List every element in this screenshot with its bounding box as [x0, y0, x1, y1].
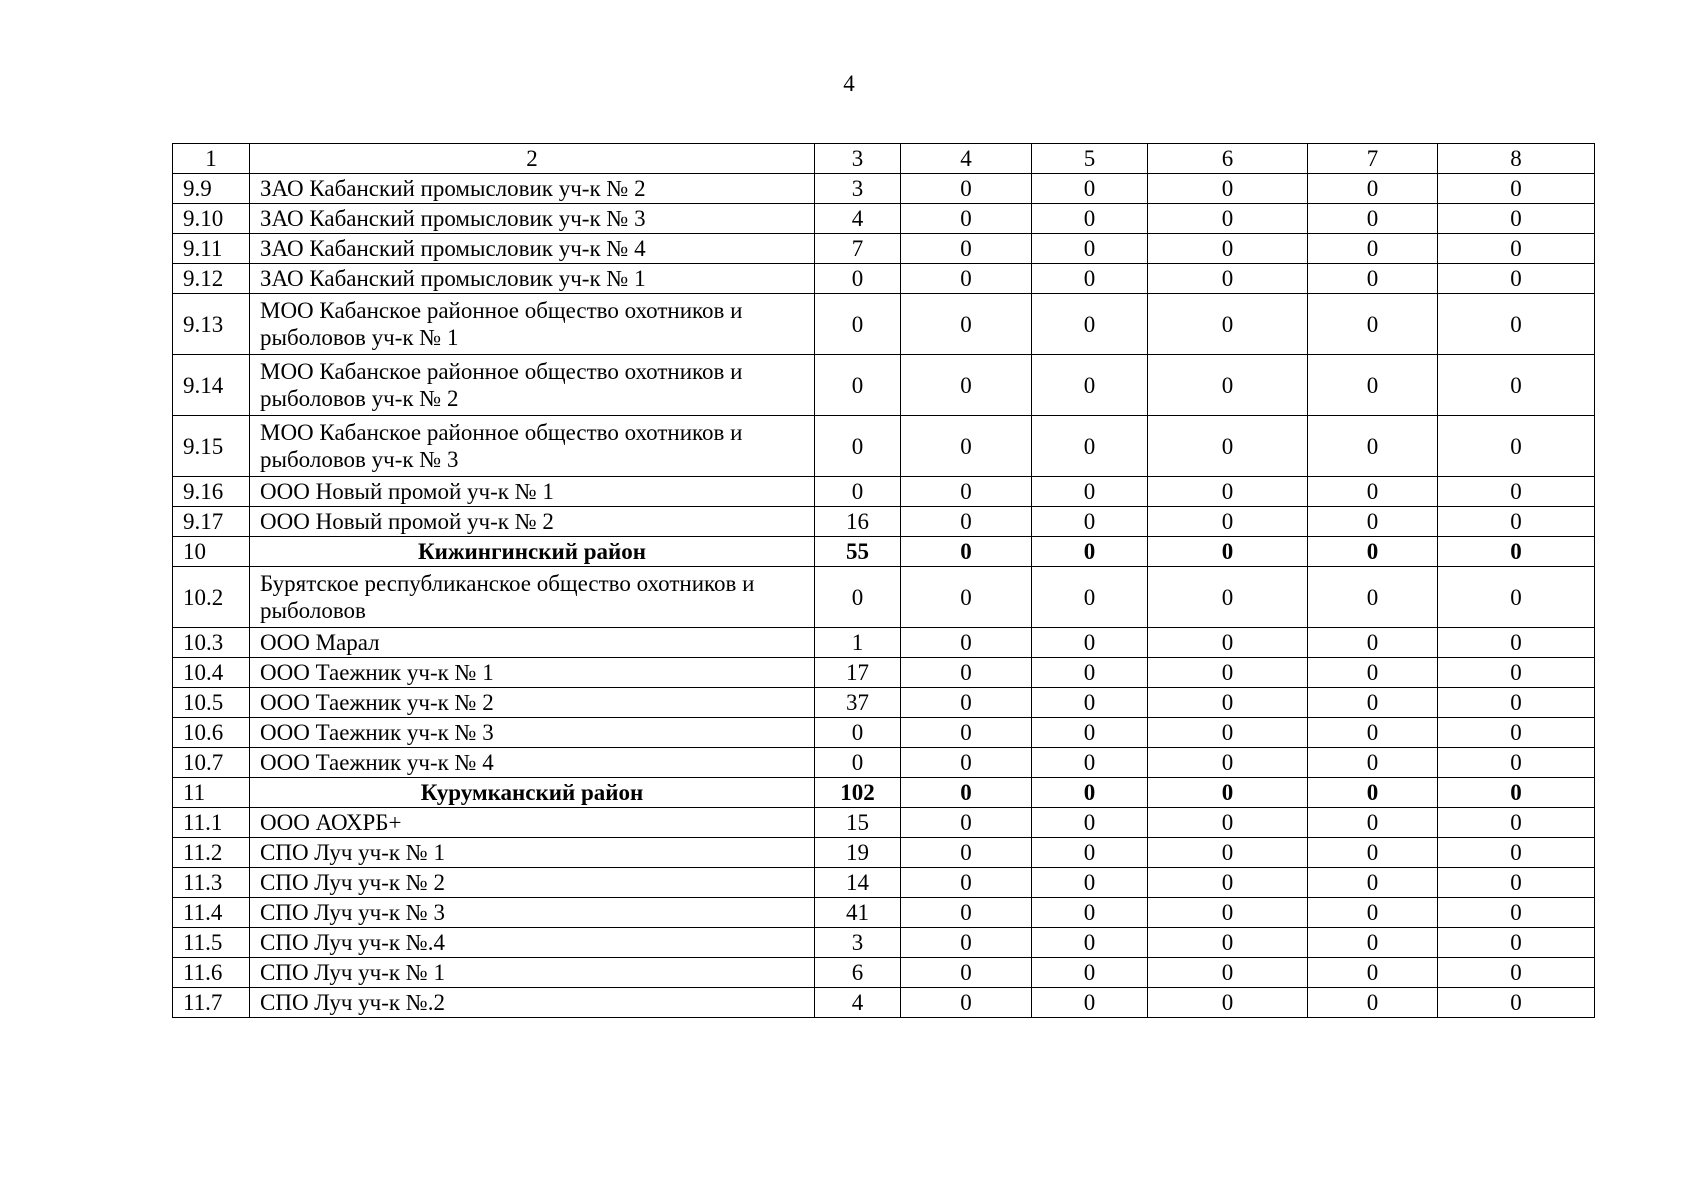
value-cell-col-4: 0 — [901, 264, 1032, 294]
row-number-cell: 9.11 — [173, 234, 250, 264]
table-row — [173, 748, 1595, 778]
value-cell-col-8: 0 — [1438, 537, 1595, 567]
value-cell-col-8: 0 — [1438, 748, 1595, 778]
table-row — [173, 174, 1595, 204]
value-cell-col-3: 1 — [815, 628, 901, 658]
value-cell-col-4: 0 — [901, 507, 1032, 537]
row-number-cell: 10.4 — [173, 658, 250, 688]
value-cell-col-8: 0 — [1438, 868, 1595, 898]
organization-name-cell: ЗАО Кабанский промысловик уч-к № 3 — [250, 204, 815, 234]
value-cell-col-3: 4 — [815, 988, 901, 1018]
value-cell-col-8: 0 — [1438, 988, 1595, 1018]
value-cell-col-6: 0 — [1148, 988, 1308, 1018]
value-cell-col-5: 0 — [1032, 264, 1148, 294]
value-cell-col-3: 37 — [815, 688, 901, 718]
value-cell-col-4: 0 — [901, 658, 1032, 688]
value-cell-col-5: 0 — [1032, 868, 1148, 898]
value-cell-col-3: 0 — [815, 567, 901, 628]
value-cell-col-5: 0 — [1032, 204, 1148, 234]
value-cell-col-4: 0 — [901, 868, 1032, 898]
value-cell-col-6: 0 — [1148, 928, 1308, 958]
value-cell-col-8: 0 — [1438, 778, 1595, 808]
value-cell-col-7: 0 — [1308, 416, 1438, 477]
value-cell-col-3: 15 — [815, 808, 901, 838]
value-cell-col-6: 0 — [1148, 778, 1308, 808]
value-cell-col-8: 0 — [1438, 838, 1595, 868]
organization-name-cell: ЗАО Кабанский промысловик уч-к № 2 — [250, 174, 815, 204]
value-cell-col-7: 0 — [1308, 234, 1438, 264]
row-number-cell: 11 — [173, 778, 250, 808]
value-cell-col-4: 0 — [901, 688, 1032, 718]
header-cell-7: 7 — [1308, 144, 1438, 174]
header-cell-4: 4 — [901, 144, 1032, 174]
value-cell-col-6: 0 — [1148, 688, 1308, 718]
table-row — [173, 567, 1595, 628]
value-cell-col-5: 0 — [1032, 838, 1148, 868]
value-cell-col-7: 0 — [1308, 537, 1438, 567]
table-row — [173, 718, 1595, 748]
value-cell-col-3: 0 — [815, 294, 901, 355]
row-number-cell: 9.16 — [173, 477, 250, 507]
row-number-cell: 11.4 — [173, 898, 250, 928]
organization-name-cell: ЗАО Кабанский промысловик уч-к № 1 — [250, 264, 815, 294]
organization-name-cell: СПО Луч уч-к № 1 — [250, 838, 815, 868]
value-cell-col-5: 0 — [1032, 958, 1148, 988]
value-cell-col-7: 0 — [1308, 838, 1438, 868]
district-name-cell: Кижингинский район — [250, 537, 815, 567]
row-number-cell: 9.12 — [173, 264, 250, 294]
value-cell-col-4: 0 — [901, 808, 1032, 838]
value-cell-col-3: 7 — [815, 234, 901, 264]
value-cell-col-8: 0 — [1438, 718, 1595, 748]
value-cell-col-3: 41 — [815, 898, 901, 928]
value-cell-col-7: 0 — [1308, 958, 1438, 988]
value-cell-col-6: 0 — [1148, 838, 1308, 868]
organization-name-cell: ООО Таежник уч-к № 2 — [250, 688, 815, 718]
value-cell-col-8: 0 — [1438, 477, 1595, 507]
value-cell-col-3: 3 — [815, 928, 901, 958]
value-cell-col-7: 0 — [1308, 507, 1438, 537]
organization-name-cell: МОО Кабанское районное общество охотников и рыболовов уч-к № 2 — [250, 355, 815, 416]
value-cell-col-3: 0 — [815, 718, 901, 748]
table-row — [173, 416, 1595, 477]
value-cell-col-6: 0 — [1148, 658, 1308, 688]
organization-name-cell: ООО Таежник уч-к № 3 — [250, 718, 815, 748]
value-cell-col-5: 0 — [1032, 416, 1148, 477]
value-cell-col-4: 0 — [901, 477, 1032, 507]
value-cell-col-8: 0 — [1438, 174, 1595, 204]
organization-name-cell: СПО Луч уч-к № 1 — [250, 958, 815, 988]
row-number-cell: 9.13 — [173, 294, 250, 355]
value-cell-col-3: 0 — [815, 477, 901, 507]
row-number-cell: 10.7 — [173, 748, 250, 778]
organization-name-cell: Бурятское республиканское общество охотников и рыболовов — [250, 567, 815, 628]
table-header-row — [173, 144, 1595, 174]
value-cell-col-6: 0 — [1148, 628, 1308, 658]
value-cell-col-6: 0 — [1148, 294, 1308, 355]
header-cell-2: 2 — [250, 144, 815, 174]
district-row — [173, 537, 1595, 567]
table-row — [173, 264, 1595, 294]
value-cell-col-5: 0 — [1032, 507, 1148, 537]
value-cell-col-8: 0 — [1438, 628, 1595, 658]
organization-name-cell: СПО Луч уч-к № 3 — [250, 898, 815, 928]
value-cell-col-7: 0 — [1308, 748, 1438, 778]
organization-name-cell: МОО Кабанское районное общество охотников и рыболовов уч-к № 1 — [250, 294, 815, 355]
district-name-cell: Курумканский район — [250, 778, 815, 808]
value-cell-col-7: 0 — [1308, 808, 1438, 838]
row-number-cell: 11.2 — [173, 838, 250, 868]
value-cell-col-6: 0 — [1148, 264, 1308, 294]
table-row — [173, 898, 1595, 928]
value-cell-col-6: 0 — [1148, 234, 1308, 264]
value-cell-col-4: 0 — [901, 898, 1032, 928]
value-cell-col-4: 0 — [901, 174, 1032, 204]
value-cell-col-4: 0 — [901, 204, 1032, 234]
value-cell-col-7: 0 — [1308, 355, 1438, 416]
row-number-cell: 11.1 — [173, 808, 250, 838]
header-cell-5: 5 — [1032, 144, 1148, 174]
value-cell-col-4: 0 — [901, 628, 1032, 658]
row-number-cell: 9.9 — [173, 174, 250, 204]
value-cell-col-3: 14 — [815, 868, 901, 898]
row-number-cell: 9.14 — [173, 355, 250, 416]
row-number-cell: 10.6 — [173, 718, 250, 748]
data-table — [172, 143, 1595, 1018]
value-cell-col-6: 0 — [1148, 507, 1308, 537]
value-cell-col-6: 0 — [1148, 868, 1308, 898]
value-cell-col-7: 0 — [1308, 778, 1438, 808]
value-cell-col-7: 0 — [1308, 204, 1438, 234]
row-number-cell: 10 — [173, 537, 250, 567]
value-cell-col-5: 0 — [1032, 537, 1148, 567]
value-cell-col-4: 0 — [901, 958, 1032, 988]
table-row — [173, 234, 1595, 264]
organization-name-cell: ООО Марал — [250, 628, 815, 658]
header-cell-6: 6 — [1148, 144, 1308, 174]
table-row — [173, 988, 1595, 1018]
value-cell-col-5: 0 — [1032, 628, 1148, 658]
value-cell-col-6: 0 — [1148, 718, 1308, 748]
value-cell-col-4: 0 — [901, 416, 1032, 477]
value-cell-col-3: 4 — [815, 204, 901, 234]
value-cell-col-7: 0 — [1308, 688, 1438, 718]
row-number-cell: 11.5 — [173, 928, 250, 958]
value-cell-col-7: 0 — [1308, 628, 1438, 658]
value-cell-col-5: 0 — [1032, 808, 1148, 838]
value-cell-col-7: 0 — [1308, 658, 1438, 688]
value-cell-col-8: 0 — [1438, 507, 1595, 537]
organization-name-cell: СПО Луч уч-к №.2 — [250, 988, 815, 1018]
value-cell-col-7: 0 — [1308, 868, 1438, 898]
table-row — [173, 628, 1595, 658]
value-cell-col-5: 0 — [1032, 234, 1148, 264]
table-row — [173, 477, 1595, 507]
value-cell-col-6: 0 — [1148, 567, 1308, 628]
value-cell-col-6: 0 — [1148, 898, 1308, 928]
value-cell-col-3: 6 — [815, 958, 901, 988]
value-cell-col-7: 0 — [1308, 898, 1438, 928]
organization-name-cell: ООО Новый промой уч-к № 2 — [250, 507, 815, 537]
row-number-cell: 9.17 — [173, 507, 250, 537]
value-cell-col-5: 0 — [1032, 988, 1148, 1018]
value-cell-col-8: 0 — [1438, 808, 1595, 838]
table-row — [173, 294, 1595, 355]
row-number-cell: 11.6 — [173, 958, 250, 988]
value-cell-col-3: 0 — [815, 264, 901, 294]
value-cell-col-5: 0 — [1032, 658, 1148, 688]
value-cell-col-8: 0 — [1438, 928, 1595, 958]
header-cell-3: 3 — [815, 144, 901, 174]
value-cell-col-4: 0 — [901, 234, 1032, 264]
value-cell-col-5: 0 — [1032, 688, 1148, 718]
value-cell-col-4: 0 — [901, 928, 1032, 958]
organization-name-cell: ООО Новый промой уч-к № 1 — [250, 477, 815, 507]
value-cell-col-4: 0 — [901, 748, 1032, 778]
table-body — [173, 144, 1595, 1018]
row-number-cell: 9.10 — [173, 204, 250, 234]
organization-name-cell: МОО Кабанское районное общество охотников и рыболовов уч-к № 3 — [250, 416, 815, 477]
table-row — [173, 868, 1595, 898]
value-cell-col-3: 19 — [815, 838, 901, 868]
value-cell-col-5: 0 — [1032, 174, 1148, 204]
value-cell-col-8: 0 — [1438, 204, 1595, 234]
value-cell-col-6: 0 — [1148, 416, 1308, 477]
value-cell-col-7: 0 — [1308, 264, 1438, 294]
row-number-cell: 11.7 — [173, 988, 250, 1018]
table-row — [173, 355, 1595, 416]
value-cell-col-5: 0 — [1032, 718, 1148, 748]
table-row — [173, 958, 1595, 988]
value-cell-col-8: 0 — [1438, 688, 1595, 718]
value-cell-col-6: 0 — [1148, 204, 1308, 234]
table-row — [173, 658, 1595, 688]
value-cell-col-4: 0 — [901, 778, 1032, 808]
value-cell-col-5: 0 — [1032, 567, 1148, 628]
value-cell-col-3: 17 — [815, 658, 901, 688]
value-cell-col-4: 0 — [901, 537, 1032, 567]
value-cell-col-3: 0 — [815, 355, 901, 416]
header-cell-1: 1 — [173, 144, 250, 174]
value-cell-col-6: 0 — [1148, 477, 1308, 507]
value-cell-col-8: 0 — [1438, 658, 1595, 688]
value-cell-col-7: 0 — [1308, 988, 1438, 1018]
table-row — [173, 838, 1595, 868]
value-cell-col-4: 0 — [901, 988, 1032, 1018]
value-cell-col-5: 0 — [1032, 928, 1148, 958]
organization-name-cell: СПО Луч уч-к № 2 — [250, 868, 815, 898]
value-cell-col-4: 0 — [901, 567, 1032, 628]
value-cell-col-7: 0 — [1308, 477, 1438, 507]
value-cell-col-5: 0 — [1032, 778, 1148, 808]
value-cell-col-7: 0 — [1308, 718, 1438, 748]
value-cell-col-4: 0 — [901, 718, 1032, 748]
value-cell-col-3: 3 — [815, 174, 901, 204]
value-cell-col-3: 0 — [815, 748, 901, 778]
value-cell-col-5: 0 — [1032, 898, 1148, 928]
value-cell-col-3: 16 — [815, 507, 901, 537]
value-cell-col-4: 0 — [901, 294, 1032, 355]
organization-name-cell: ООО АОХРБ+ — [250, 808, 815, 838]
value-cell-col-3: 0 — [815, 416, 901, 477]
value-cell-col-5: 0 — [1032, 477, 1148, 507]
organization-name-cell: СПО Луч уч-к №.4 — [250, 928, 815, 958]
value-cell-col-6: 0 — [1148, 958, 1308, 988]
value-cell-col-7: 0 — [1308, 174, 1438, 204]
value-cell-col-7: 0 — [1308, 928, 1438, 958]
value-cell-col-8: 0 — [1438, 234, 1595, 264]
value-cell-col-5: 0 — [1032, 355, 1148, 416]
value-cell-col-8: 0 — [1438, 898, 1595, 928]
value-cell-col-6: 0 — [1148, 355, 1308, 416]
row-number-cell: 9.15 — [173, 416, 250, 477]
organization-name-cell: ООО Таежник уч-к № 1 — [250, 658, 815, 688]
organization-name-cell: ООО Таежник уч-к № 4 — [250, 748, 815, 778]
organization-name-cell: ЗАО Кабанский промысловик уч-к № 4 — [250, 234, 815, 264]
header-cell-8: 8 — [1438, 144, 1595, 174]
row-number-cell: 10.2 — [173, 567, 250, 628]
table-row — [173, 507, 1595, 537]
table-row — [173, 808, 1595, 838]
page-number: 4 — [843, 71, 855, 96]
table-row — [173, 688, 1595, 718]
value-cell-col-3: 102 — [815, 778, 901, 808]
value-cell-col-3: 55 — [815, 537, 901, 567]
value-cell-col-6: 0 — [1148, 537, 1308, 567]
table-row — [173, 928, 1595, 958]
value-cell-col-8: 0 — [1438, 416, 1595, 477]
value-cell-col-8: 0 — [1438, 958, 1595, 988]
row-number-cell: 11.3 — [173, 868, 250, 898]
value-cell-col-8: 0 — [1438, 294, 1595, 355]
value-cell-col-8: 0 — [1438, 567, 1595, 628]
value-cell-col-7: 0 — [1308, 294, 1438, 355]
value-cell-col-4: 0 — [901, 838, 1032, 868]
district-row — [173, 778, 1595, 808]
value-cell-col-7: 0 — [1308, 567, 1438, 628]
value-cell-col-6: 0 — [1148, 808, 1308, 838]
row-number-cell: 10.3 — [173, 628, 250, 658]
row-number-cell: 10.5 — [173, 688, 250, 718]
value-cell-col-5: 0 — [1032, 294, 1148, 355]
value-cell-col-4: 0 — [901, 355, 1032, 416]
value-cell-col-6: 0 — [1148, 748, 1308, 778]
table-row — [173, 204, 1595, 234]
value-cell-col-8: 0 — [1438, 264, 1595, 294]
value-cell-col-6: 0 — [1148, 174, 1308, 204]
value-cell-col-5: 0 — [1032, 748, 1148, 778]
value-cell-col-8: 0 — [1438, 355, 1595, 416]
